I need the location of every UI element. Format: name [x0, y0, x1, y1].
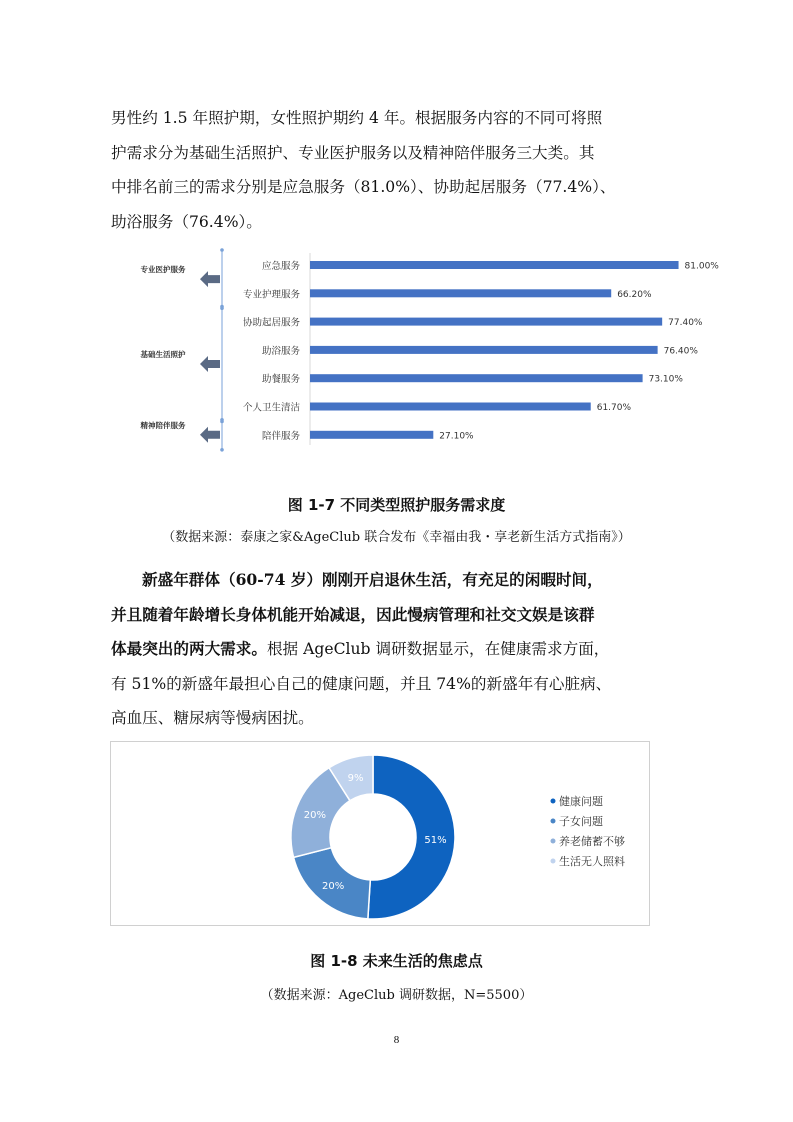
group-label: 精神陪伴服务: [140, 420, 186, 430]
bar-value-label: 73.10%: [648, 374, 683, 385]
bar-category-label: 助浴服务: [261, 345, 300, 357]
bar-category-label: 协助起居服务: [242, 317, 300, 329]
bar-value-label: 77.40%: [668, 318, 703, 329]
para2-line-1: 新盛年群体（60-74 岁）刚刚开启退休生活，有充足的闲暇时间，: [142, 570, 603, 589]
bar-category-label: 应急服务: [261, 261, 300, 272]
legend-label: 子女问题: [559, 815, 603, 828]
bar-value-label: 61.70%: [596, 403, 632, 413]
bar-0: [310, 261, 679, 269]
bar-category-label: 陪伴服务: [261, 430, 300, 442]
legend-marker-0: [551, 799, 556, 804]
group-arrow-icon: [200, 427, 220, 443]
para2-line-3-rest: 根据 AgeClub 调研数据显示，在健康需求方面，: [266, 640, 610, 658]
legend-marker-2: [551, 839, 556, 844]
legend-label: 健康问题: [559, 795, 603, 808]
donut-data-label: 51%: [424, 834, 447, 846]
legend-label: 养老储蓄不够: [559, 835, 625, 848]
bar-category-label: 个人卫生清洁: [242, 402, 300, 414]
bar-value-label: 81.00%: [684, 261, 719, 272]
group-label: 专业医护服务: [140, 265, 186, 275]
bar-value-label: 66.20%: [617, 289, 652, 300]
group-bracket-dot: [220, 305, 224, 309]
para2-line-4: 有 51%的新盛年最担心自己的健康问题，并且 74%的新盛年有心脏病、: [111, 674, 612, 693]
future-anxiety-donut-chart: [110, 741, 650, 926]
intro-line-1: 男性约 1.5 年照护期，女性照护期约 4 年。根据服务内容的不同可将照: [111, 109, 603, 127]
donut-data-label: 9%: [347, 772, 364, 784]
legend-marker-1: [551, 819, 556, 824]
intro-line-2: 护需求分为基础生活照护、专业医护服务以及精神陪伴服务三大类。其: [111, 143, 595, 162]
group-arrow-icon: [200, 356, 220, 372]
bar-6: [310, 431, 433, 439]
intro-line-3: 中排名前三的需求分别是应急服务（81.0%）、协助起居服务（77.4%）、: [111, 178, 616, 196]
legend-label: 生活无人照料: [559, 855, 625, 868]
figure-1-8-title: 图 1-8 未来生活的焦虑点: [310, 952, 483, 970]
intro-paragraph: [111, 101, 685, 239]
para2-line-3: [111, 632, 685, 667]
figure-1-7-title: 图 1-7 不同类型照护服务需求度: [287, 496, 506, 514]
bar-3: [310, 346, 658, 354]
group-arrow-icon: [200, 271, 220, 287]
para2-line-5: 高血压、糖尿病等慢病困扰。: [111, 709, 314, 727]
bar-value-label: 76.40%: [663, 346, 698, 357]
donut-chart-svg: [111, 742, 649, 925]
figure-1-7-source: （数据来源：泰康之家&AgeClub 联合发布《幸福由我・享老新生活方式指南》）: [162, 530, 631, 545]
group-bracket-dot: [220, 418, 224, 422]
donut-data-label: 20%: [322, 881, 345, 893]
senior-needs-paragraph: [111, 563, 685, 736]
para2-line-2: 并且随着年龄增长身体机能开始减退，因此慢病管理和社交文娱是该群: [111, 604, 595, 624]
page-number: 8: [393, 1034, 400, 1046]
bar-category-label: 助餐服务: [261, 374, 300, 386]
care-service-demand-bar-chart: [130, 250, 719, 450]
bar-category-label: 专业护理服务: [242, 289, 300, 301]
group-bracket-dot: [220, 448, 224, 452]
donut-data-label: 20%: [303, 809, 327, 821]
group-label: 基础生活照护: [140, 350, 186, 360]
bar-value-label: 27.10%: [439, 431, 474, 442]
bar-1: [310, 289, 611, 297]
bar-2: [310, 318, 662, 326]
figure-1-8-source: （数据来源：AgeClub 调研数据，N=5500）: [260, 988, 533, 1003]
group-bracket-dot: [220, 248, 224, 252]
bar-4: [310, 374, 643, 382]
legend-marker-3: [551, 859, 556, 864]
para2-line-3-bold: 体最突出的两大需求。: [111, 639, 267, 658]
intro-line-4: 助浴服务（76.4%）。: [111, 212, 262, 231]
bar-5: [310, 403, 591, 411]
